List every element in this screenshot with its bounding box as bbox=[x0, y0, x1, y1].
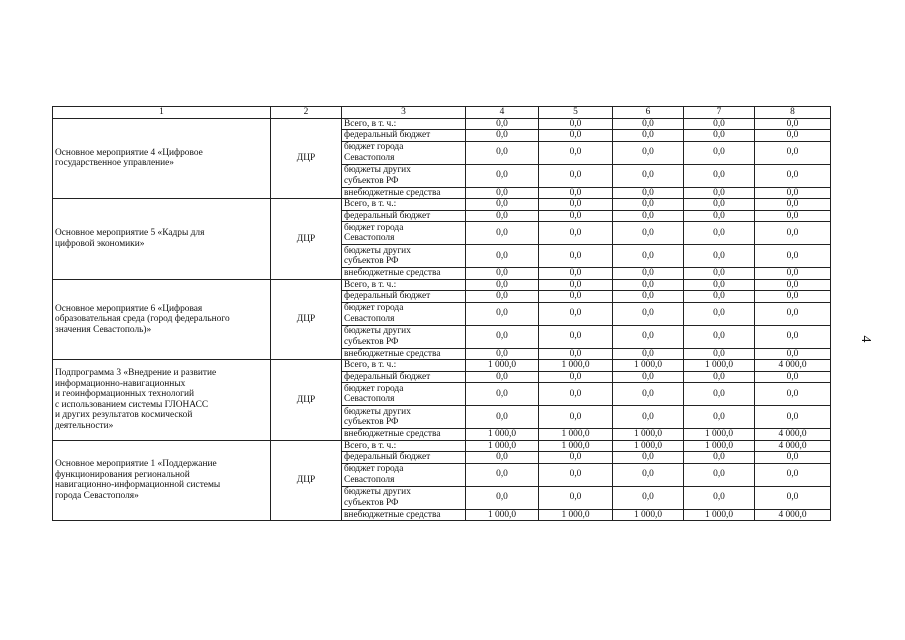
value-cell: 4 000,0 bbox=[755, 360, 831, 372]
funding-source-line: федеральный бюджет bbox=[344, 371, 431, 382]
executor-cell: ДЦР bbox=[271, 440, 342, 521]
funding-source-line: внебюджетные средства bbox=[344, 348, 441, 359]
value-cell: 0,0 bbox=[755, 268, 831, 280]
program-name-line: функционирования региональной bbox=[55, 469, 190, 480]
funding-source-cell bbox=[342, 302, 466, 325]
funding-source-line: Севастополя bbox=[344, 152, 395, 163]
value-cell: 0,0 bbox=[755, 383, 831, 406]
program-name-line: Основное мероприятие 4 «Цифровое bbox=[55, 147, 203, 158]
table-row bbox=[53, 440, 831, 452]
value-cell: 0,0 bbox=[466, 348, 539, 360]
value-cell: 0,0 bbox=[755, 141, 831, 164]
value-cell: 4 000,0 bbox=[755, 429, 831, 441]
value-cell: 1 000,0 bbox=[613, 360, 684, 372]
value-cell: 0,0 bbox=[684, 486, 755, 509]
executor-cell: ДЦР bbox=[271, 360, 342, 441]
value-cell: 0,0 bbox=[684, 118, 755, 130]
funding-source-cell bbox=[342, 164, 466, 187]
value-cell: 0,0 bbox=[755, 452, 831, 464]
value-cell: 0,0 bbox=[684, 268, 755, 280]
value-cell: 0,0 bbox=[613, 118, 684, 130]
funding-source-line: субъектов РФ bbox=[344, 256, 399, 266]
value-cell: 0,0 bbox=[755, 302, 831, 325]
value-cell: 0,0 bbox=[539, 463, 613, 486]
value-cell: 0,0 bbox=[613, 141, 684, 164]
funding-source-cell bbox=[342, 325, 466, 348]
value-cell: 0,0 bbox=[613, 486, 684, 509]
value-cell: 0,0 bbox=[613, 325, 684, 348]
value-cell: 0,0 bbox=[684, 130, 755, 142]
funding-source-line: Всего, в т. ч.: bbox=[344, 118, 397, 129]
value-cell: 0,0 bbox=[539, 406, 613, 429]
value-cell: 0,0 bbox=[755, 245, 831, 268]
funding-source-line: федеральный бюджет bbox=[344, 452, 431, 462]
value-cell: 0,0 bbox=[539, 383, 613, 406]
value-cell: 0,0 bbox=[684, 302, 755, 325]
value-cell: 0,0 bbox=[684, 279, 755, 291]
value-cell: 0,0 bbox=[684, 291, 755, 303]
value-cell: 0,0 bbox=[466, 222, 539, 245]
program-name-cell bbox=[53, 279, 271, 360]
value-cell: 0,0 bbox=[613, 279, 684, 291]
funding-source-line: Севастополя bbox=[344, 313, 395, 324]
funding-source-line: субъектов РФ bbox=[344, 417, 399, 427]
value-cell: 1 000,0 bbox=[684, 509, 755, 521]
program-name-line: информационно-навигационных bbox=[55, 378, 186, 389]
program-name-line: деятельности» bbox=[55, 420, 114, 431]
value-cell: 0,0 bbox=[466, 279, 539, 291]
value-cell: 0,0 bbox=[755, 291, 831, 303]
value-cell: 1 000,0 bbox=[466, 509, 539, 521]
value-cell: 0,0 bbox=[539, 199, 613, 211]
program-name-line: города Севастополя» bbox=[55, 490, 139, 501]
value-cell: 0,0 bbox=[613, 452, 684, 464]
header-cell: 4 bbox=[466, 107, 539, 119]
value-cell: 0,0 bbox=[684, 371, 755, 383]
funding-source-line: внебюджетные средства bbox=[344, 509, 441, 520]
funding-source-line: бюджеты других bbox=[344, 165, 411, 175]
program-name-line: образовательная среда (город федерального bbox=[55, 314, 230, 324]
table-row bbox=[53, 279, 831, 291]
executor-cell: ДЦР bbox=[271, 118, 342, 199]
value-cell: 0,0 bbox=[466, 199, 539, 211]
value-cell: 1 000,0 bbox=[684, 440, 755, 452]
funding-source-cell bbox=[342, 130, 466, 142]
value-cell: 0,0 bbox=[539, 325, 613, 348]
funding-source-line: Севастополя bbox=[344, 233, 395, 243]
value-cell: 0,0 bbox=[684, 245, 755, 268]
executor-cell: ДЦР bbox=[271, 279, 342, 360]
program-name-line: Основное мероприятие 5 «Кадры для bbox=[55, 228, 205, 239]
funding-source-cell bbox=[342, 406, 466, 429]
value-cell: 0,0 bbox=[613, 348, 684, 360]
value-cell: 0,0 bbox=[755, 222, 831, 245]
funding-source-line: Всего, в т. ч.: bbox=[344, 440, 397, 451]
program-name-line: Подпрограмма 3 «Внедрение и развитие bbox=[55, 368, 217, 379]
program-name-cell bbox=[53, 360, 271, 441]
value-cell: 0,0 bbox=[466, 463, 539, 486]
value-cell: 0,0 bbox=[466, 406, 539, 429]
value-cell: 0,0 bbox=[755, 279, 831, 291]
funding-source-line: бюджет города bbox=[344, 222, 404, 233]
header-cell: 1 bbox=[53, 107, 271, 119]
funding-source-cell bbox=[342, 429, 466, 441]
funding-source-cell bbox=[342, 199, 466, 211]
funding-source-line: внебюджетные средства bbox=[344, 187, 441, 198]
funding-source-cell bbox=[342, 291, 466, 303]
program-name-line: и геоинформационных технологий bbox=[55, 389, 195, 400]
value-cell: 0,0 bbox=[466, 268, 539, 280]
funding-source-cell bbox=[342, 371, 466, 383]
value-cell: 0,0 bbox=[684, 222, 755, 245]
value-cell: 0,0 bbox=[466, 302, 539, 325]
value-cell: 0,0 bbox=[466, 371, 539, 383]
value-cell: 0,0 bbox=[613, 463, 684, 486]
value-cell: 0,0 bbox=[755, 187, 831, 199]
funding-source-cell bbox=[342, 360, 466, 372]
funding-source-line: внебюджетные средства bbox=[344, 429, 441, 439]
funding-source-line: бюджеты других bbox=[344, 487, 411, 497]
value-cell: 0,0 bbox=[539, 486, 613, 509]
funding-source-line: субъектов РФ bbox=[344, 175, 399, 186]
header-cell: 8 bbox=[755, 107, 831, 119]
value-cell: 0,0 bbox=[539, 245, 613, 268]
value-cell: 0,0 bbox=[613, 268, 684, 280]
value-cell: 0,0 bbox=[466, 187, 539, 199]
value-cell: 0,0 bbox=[755, 130, 831, 142]
funding-source-line: Всего, в т. ч.: bbox=[344, 279, 397, 290]
funding-source-cell bbox=[342, 268, 466, 280]
value-cell: 0,0 bbox=[466, 486, 539, 509]
funding-source-cell bbox=[342, 440, 466, 452]
value-cell: 0,0 bbox=[755, 406, 831, 429]
value-cell: 0,0 bbox=[466, 130, 539, 142]
value-cell: 4 000,0 bbox=[755, 509, 831, 521]
funding-source-line: бюджет города bbox=[344, 464, 404, 474]
header-cell: 7 bbox=[684, 107, 755, 119]
value-cell: 0,0 bbox=[684, 141, 755, 164]
value-cell: 4 000,0 bbox=[755, 440, 831, 452]
value-cell: 0,0 bbox=[684, 325, 755, 348]
funding-source-cell bbox=[342, 463, 466, 486]
value-cell: 0,0 bbox=[684, 463, 755, 486]
funding-source-line: бюджеты других bbox=[344, 326, 411, 336]
value-cell: 0,0 bbox=[755, 463, 831, 486]
value-cell: 1 000,0 bbox=[613, 429, 684, 441]
value-cell: 0,0 bbox=[466, 325, 539, 348]
funding-source-line: Севастополя bbox=[344, 394, 395, 404]
value-cell: 0,0 bbox=[539, 141, 613, 164]
program-name-cell bbox=[53, 199, 271, 280]
value-cell: 1 000,0 bbox=[684, 429, 755, 441]
funding-source-cell bbox=[342, 141, 466, 164]
header-cell: 5 bbox=[539, 107, 613, 119]
value-cell: 0,0 bbox=[755, 210, 831, 222]
value-cell: 0,0 bbox=[684, 164, 755, 187]
value-cell: 0,0 bbox=[539, 210, 613, 222]
value-cell: 0,0 bbox=[466, 452, 539, 464]
funding-source-line: федеральный бюджет bbox=[344, 291, 431, 301]
value-cell: 0,0 bbox=[684, 452, 755, 464]
funding-source-line: Севастополя bbox=[344, 474, 395, 485]
funding-source-cell bbox=[342, 509, 466, 521]
table-row bbox=[53, 118, 831, 130]
value-cell: 0,0 bbox=[466, 383, 539, 406]
funding-source-line: Всего, в т. ч.: bbox=[344, 199, 397, 209]
value-cell: 0,0 bbox=[684, 383, 755, 406]
value-cell: 0,0 bbox=[755, 348, 831, 360]
value-cell: 0,0 bbox=[539, 164, 613, 187]
value-cell: 0,0 bbox=[755, 118, 831, 130]
value-cell: 0,0 bbox=[755, 486, 831, 509]
value-cell: 0,0 bbox=[755, 371, 831, 383]
value-cell: 0,0 bbox=[613, 199, 684, 211]
value-cell: 0,0 bbox=[539, 452, 613, 464]
funding-source-line: бюджет города bbox=[344, 383, 404, 394]
program-name-line: значения Севастополь)» bbox=[55, 324, 152, 335]
funding-source-line: бюджет города bbox=[344, 142, 404, 152]
funding-source-line: внебюджетные средства bbox=[344, 268, 441, 278]
budget-table-body bbox=[53, 107, 831, 521]
value-cell: 0,0 bbox=[466, 164, 539, 187]
value-cell: 0,0 bbox=[539, 291, 613, 303]
program-name-line: навигационно-информационной системы bbox=[55, 480, 221, 491]
program-name-line: Основное мероприятие 1 «Поддержание bbox=[55, 459, 217, 470]
value-cell: 0,0 bbox=[466, 291, 539, 303]
header-cell: 6 bbox=[613, 107, 684, 119]
value-cell: 1 000,0 bbox=[613, 440, 684, 452]
value-cell: 0,0 bbox=[466, 210, 539, 222]
budget-table bbox=[52, 106, 831, 521]
program-name-cell bbox=[53, 118, 271, 199]
value-cell: 0,0 bbox=[684, 187, 755, 199]
value-cell: 1 000,0 bbox=[466, 429, 539, 441]
value-cell: 1 000,0 bbox=[613, 509, 684, 521]
header-cell: 3 bbox=[342, 107, 466, 119]
funding-source-line: бюджеты других bbox=[344, 406, 411, 417]
value-cell: 0,0 bbox=[539, 279, 613, 291]
funding-source-cell bbox=[342, 452, 466, 464]
table-row bbox=[53, 199, 831, 211]
funding-source-line: федеральный бюджет bbox=[344, 130, 431, 140]
value-cell: 1 000,0 bbox=[539, 509, 613, 521]
value-cell: 0,0 bbox=[684, 210, 755, 222]
value-cell: 0,0 bbox=[684, 406, 755, 429]
table-row bbox=[53, 360, 831, 372]
funding-source-line: субъектов РФ bbox=[344, 336, 399, 347]
funding-source-cell bbox=[342, 118, 466, 130]
program-name-line: цифровой экономики» bbox=[55, 238, 145, 249]
funding-source-cell bbox=[342, 222, 466, 245]
value-cell: 0,0 bbox=[613, 187, 684, 199]
value-cell: 0,0 bbox=[539, 187, 613, 199]
value-cell: 0,0 bbox=[466, 245, 539, 268]
value-cell: 0,0 bbox=[755, 164, 831, 187]
funding-source-cell bbox=[342, 279, 466, 291]
program-name-line: с использованием системы ГЛОНАСС bbox=[55, 399, 209, 410]
value-cell: 0,0 bbox=[539, 268, 613, 280]
program-name-line: государственное управление» bbox=[55, 158, 174, 169]
value-cell: 0,0 bbox=[539, 348, 613, 360]
value-cell: 1 000,0 bbox=[539, 429, 613, 441]
value-cell: 0,0 bbox=[684, 199, 755, 211]
funding-source-line: федеральный бюджет bbox=[344, 210, 431, 221]
value-cell: 0,0 bbox=[613, 245, 684, 268]
value-cell: 0,0 bbox=[613, 210, 684, 222]
funding-source-cell bbox=[342, 245, 466, 268]
program-name-line: и других результатов космической bbox=[55, 410, 193, 421]
funding-source-cell bbox=[342, 187, 466, 199]
value-cell: 0,0 bbox=[539, 130, 613, 142]
header-cell: 2 bbox=[271, 107, 342, 119]
value-cell: 1 000,0 bbox=[466, 440, 539, 452]
value-cell: 0,0 bbox=[539, 371, 613, 383]
program-name-cell bbox=[53, 440, 271, 521]
funding-source-line: Всего, в т. ч.: bbox=[344, 360, 397, 370]
value-cell: 0,0 bbox=[613, 130, 684, 142]
funding-source-line: субъектов РФ bbox=[344, 497, 399, 508]
funding-source-cell bbox=[342, 486, 466, 509]
value-cell: 0,0 bbox=[539, 302, 613, 325]
funding-source-cell bbox=[342, 210, 466, 222]
value-cell: 0,0 bbox=[539, 118, 613, 130]
value-cell: 1 000,0 bbox=[539, 440, 613, 452]
value-cell: 0,0 bbox=[539, 222, 613, 245]
funding-source-cell bbox=[342, 348, 466, 360]
value-cell: 0,0 bbox=[613, 383, 684, 406]
value-cell: 0,0 bbox=[755, 325, 831, 348]
page-number: 4 bbox=[858, 335, 873, 343]
value-cell: 0,0 bbox=[613, 291, 684, 303]
value-cell: 0,0 bbox=[613, 371, 684, 383]
value-cell: 0,0 bbox=[684, 348, 755, 360]
program-name-line: Основное мероприятие 6 «Цифровая bbox=[55, 303, 203, 314]
value-cell: 1 000,0 bbox=[466, 360, 539, 372]
value-cell: 1 000,0 bbox=[684, 360, 755, 372]
value-cell: 0,0 bbox=[466, 118, 539, 130]
value-cell: 0,0 bbox=[613, 302, 684, 325]
funding-source-cell bbox=[342, 383, 466, 406]
funding-source-line: бюджет города bbox=[344, 303, 404, 313]
value-cell: 0,0 bbox=[755, 199, 831, 211]
value-cell: 1 000,0 bbox=[539, 360, 613, 372]
header-row bbox=[53, 107, 831, 119]
value-cell: 0,0 bbox=[613, 222, 684, 245]
executor-cell: ДЦР bbox=[271, 199, 342, 280]
value-cell: 0,0 bbox=[613, 406, 684, 429]
value-cell: 0,0 bbox=[466, 141, 539, 164]
funding-source-line: бюджеты других bbox=[344, 245, 411, 256]
value-cell: 0,0 bbox=[613, 164, 684, 187]
